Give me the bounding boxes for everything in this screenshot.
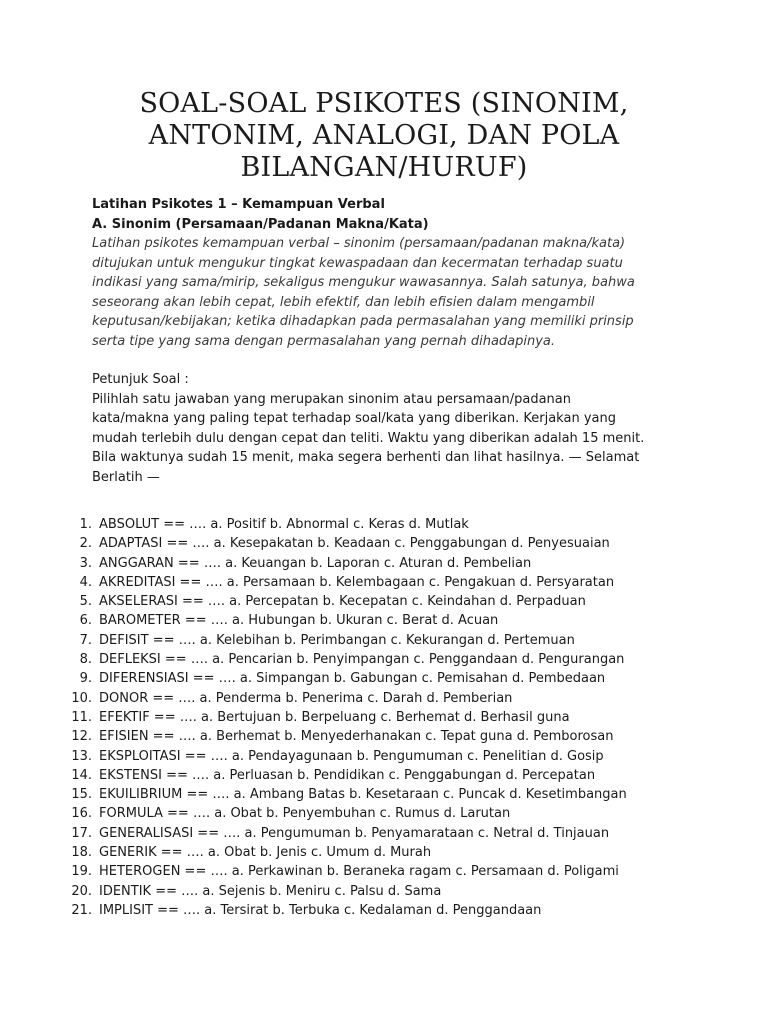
question-number: 12.	[71, 729, 92, 745]
question-number: 7.	[79, 632, 92, 648]
question-text: GENERALISASI == …. a. Pengumuman b. Penyamarataan c. Netral d. Tinjauan	[99, 825, 610, 841]
question-text: EKUILIBRIUM == …. a. Ambang Batas b. Kesetaraan c. Puncak d. Kesetimbangan	[99, 787, 627, 803]
question-text: ANGGARAN == …. a. Keuangan b. Laporan c. Aturan d. Pembelian	[99, 555, 532, 571]
section-heading: Latihan Psikotes 1 – Kemampuan Verbal	[92, 197, 385, 212]
question-item	[64, 766, 692, 785]
question-item	[64, 824, 692, 843]
question-number: 18.	[71, 845, 92, 861]
instructions-line: Bila waktunya sudah 15 menit, maka segera berhenti dan lihat hasilnya. — Selamat	[92, 450, 640, 465]
intro-line: serta tipe yang sama dengan permasalahan yang pernah dihadapinya.	[92, 333, 556, 349]
question-list	[64, 515, 692, 920]
question-item	[64, 554, 692, 573]
question-number: 9.	[79, 671, 92, 687]
intro-line: keputusan/kebijakan; ketika dihadapkan pada permasalahan yang memiliki prinsip	[92, 314, 634, 329]
instructions-line: Berlatih —	[92, 469, 160, 485]
question-item	[64, 689, 692, 708]
question-text: AKSELERASI == …. a. Percepatan b. Kecepatan c. Keindahan d. Perpaduan	[99, 594, 586, 610]
question-text: EKSTENSI == …. a. Perluasan b. Pendidikan c. Penggabungan d. Percepatan	[99, 767, 596, 783]
intro-line: Latihan psikotes kemampuan verbal – sinonim (persamaan/padanan makna/kata)	[92, 236, 626, 251]
question-item	[64, 669, 692, 688]
question-item	[64, 785, 692, 804]
question-text: IDENTIK == …. a. Sejenis b. Meniru c. Palsu d. Sama	[99, 883, 442, 899]
question-number: 15.	[71, 787, 92, 803]
intro-paragraph	[92, 234, 692, 351]
question-number: 4.	[79, 574, 92, 590]
question-number: 3.	[79, 555, 92, 571]
instructions-paragraph	[92, 390, 692, 488]
question-number: 17.	[71, 825, 92, 841]
question-text: AKREDITASI == …. a. Persamaan b. Kelembagaan c. Pengakuan d. Persyaratan	[99, 574, 615, 590]
title-line-1: SOAL-SOAL PSIKOTES (SINONIM,	[139, 88, 629, 119]
intro-line: ditujukan untuk mengukur tingkat kewaspadaan dan kecermatan terhadap suatu	[92, 255, 623, 271]
question-item	[64, 804, 692, 823]
question-text: EFEKTIF == …. a. Bertujuan b. Berpeluang c. Berhemat d. Berhasil guna	[99, 709, 570, 725]
question-number: 2.	[79, 536, 92, 552]
title-line-3: BILANGAN/HURUF)	[240, 152, 528, 183]
question-number: 11.	[71, 709, 92, 725]
question-item	[64, 592, 692, 611]
intro-line: seseorang akan lebih cepat, lebih efektif, dan lebih efisien dalam mengambil	[92, 294, 595, 310]
question-item	[64, 515, 692, 534]
page-title	[60, 88, 708, 184]
question-text: GENERIK == …. a. Obat b. Jenis c. Umum d. Murah	[99, 845, 432, 861]
question-text: EFISIEN == …. a. Berhemat b. Menyederhanakan c. Tepat guna d. Pemborosan	[99, 729, 614, 745]
instructions-line: Pilihlah satu jawaban yang merupakan sinonim atau persamaan/padanan	[92, 391, 571, 407]
question-number: 20.	[71, 883, 92, 899]
question-item	[64, 611, 692, 630]
question-item	[64, 534, 692, 553]
question-number: 8.	[79, 652, 92, 668]
question-text: DEFISIT == …. a. Kelebihan b. Perimbangan c. Kekurangan d. Pertemuan	[99, 632, 575, 648]
question-text: DIFERENSIASI == …. a. Simpangan b. Gabungan c. Pemisahan d. Pembedaan	[99, 671, 606, 687]
intro-line: indikasi yang sama/mirip, sekaligus mengukur wawasannya. Salah satunya, bahwa	[92, 275, 635, 290]
question-text: EKSPLOITASI == …. a. Pendayagunaan b. Pengumuman c. Penelitian d. Gosip	[99, 748, 604, 764]
question-item	[64, 747, 692, 766]
question-number: 10.	[71, 690, 92, 706]
question-number: 19.	[71, 864, 92, 880]
question-text: DEFLEKSI == …. a. Pencarian b. Penyimpangan c. Penggandaan d. Pengurangan	[99, 652, 625, 668]
question-item	[64, 708, 692, 727]
question-item	[64, 573, 692, 592]
question-item	[64, 727, 692, 746]
question-item	[64, 650, 692, 669]
question-item	[64, 882, 692, 901]
instructions-label: Petunjuk Soal :	[92, 372, 189, 387]
question-item	[64, 843, 692, 862]
question-item	[64, 862, 692, 881]
question-text: DONOR == …. a. Penderma b. Penerima c. Darah d. Pemberian	[99, 690, 513, 706]
question-number: 16.	[71, 806, 92, 822]
question-number: 13.	[71, 748, 92, 764]
question-text: HETEROGEN == …. a. Perkawinan b. Beraneka ragam c. Persamaan d. Poligami	[99, 864, 619, 880]
question-text: ABSOLUT == …. a. Positif b. Abnormal c. Keras d. Mutlak	[99, 517, 469, 532]
question-number: 1.	[79, 517, 92, 532]
question-text: BAROMETER == …. a. Hubungan b. Ukuran c. Berat d. Acuan	[99, 613, 499, 629]
question-number: 21.	[71, 902, 92, 918]
question-text: IMPLISIT == …. a. Tersirat b. Terbuka c. Kedalaman d. Penggandaan	[99, 902, 542, 918]
question-number: 14.	[71, 767, 92, 783]
question-number: 6.	[79, 613, 92, 629]
subsection-heading: A. Sinonim (Persamaan/Padanan Makna/Kata)	[92, 216, 429, 232]
title-line-2: ANTONIM, ANALOGI, DAN POLA	[148, 120, 620, 151]
question-number: 5.	[79, 594, 92, 610]
instructions-line: kata/makna yang paling tepat terhadap soal/kata yang diberikan. Kerjakan yang	[92, 411, 616, 426]
question-item	[64, 631, 692, 650]
instructions-line: mudah terlebih dulu dengan cepat dan teliti. Waktu yang diberikan adalah 15 menit.	[92, 430, 645, 446]
question-text: FORMULA == …. a. Obat b. Penyembuhan c. Rumus d. Larutan	[99, 806, 511, 822]
question-text: ADAPTASI == …. a. Kesepakatan b. Keadaan c. Penggabungan d. Penyesuaian	[99, 536, 610, 552]
question-item	[64, 901, 692, 920]
document-body	[71, 195, 692, 920]
